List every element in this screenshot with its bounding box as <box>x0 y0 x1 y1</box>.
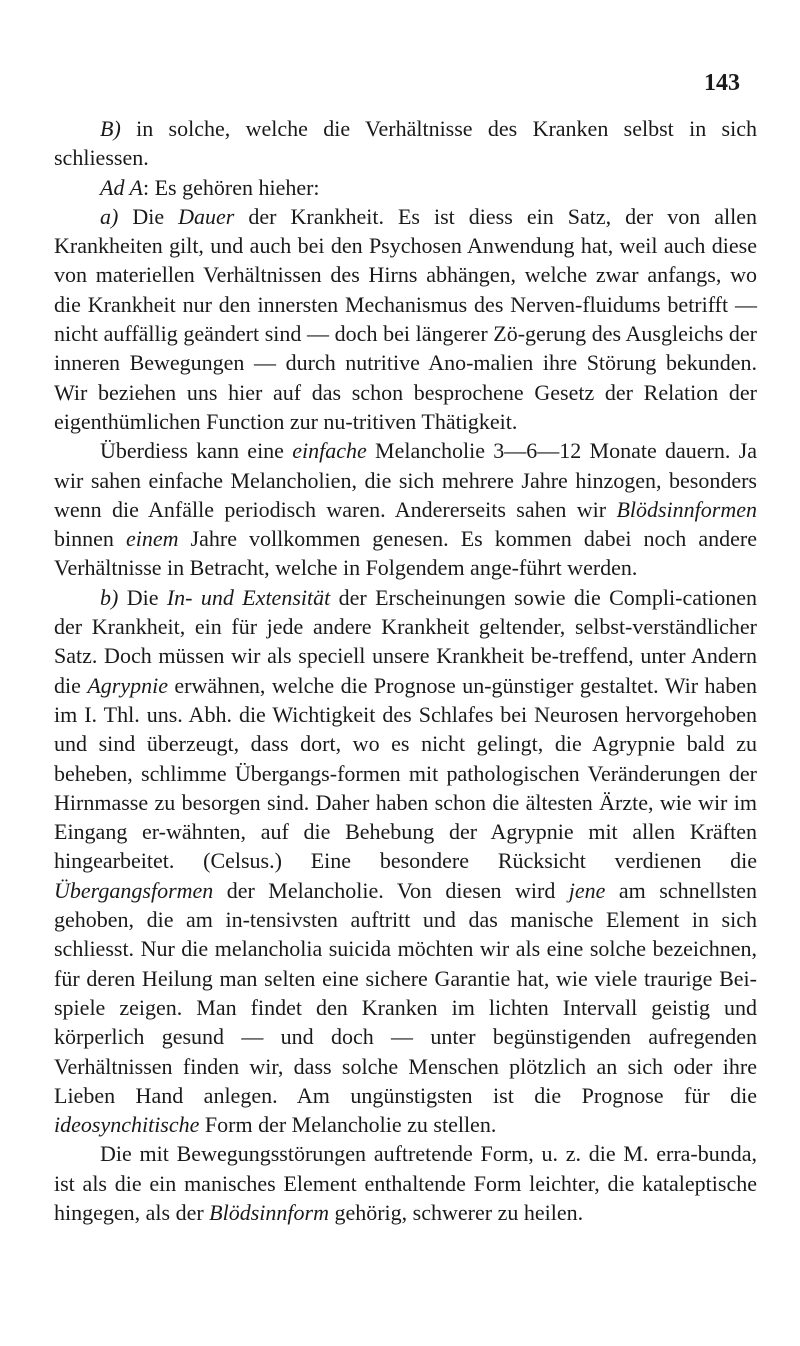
italic-run: einem <box>125 526 179 552</box>
text-run: : Es gehören hieher: <box>142 174 320 200</box>
text-run: in solche, welche die Verhältnisse des Kranken selbst in sich schliessen. <box>54 116 757 171</box>
italic-run: B) <box>100 116 121 141</box>
text-run: der Erscheinungen sowie die Compli-cationen der Krankheit, ein für jede andere Krankheit geltender, selbst-verständlicher Satz. Doch müssen wir als speciell unsere Krankheit be-treffend, unter Andern die <box>54 584 757 698</box>
text-run: Die <box>118 584 167 610</box>
body-text <box>54 114 757 1227</box>
text-run: Überdiess kann eine <box>100 438 293 464</box>
text-run: der Melancholie. Von diesen wird <box>213 877 569 903</box>
paragraph-ueberdiess <box>54 436 757 582</box>
text-run: Die <box>118 203 179 229</box>
italic-run: Dauer <box>178 203 235 229</box>
text-run: der Krankheit. Es ist diess ein Satz, der von allen Krankheiten gilt, und auch bei den Psychosen Anwendung hat, weil auch diese von materiellen Verhältnissen des Hirns abhängen, welche zwar anfangs, wo die Krankheit nur den innersten Mechanismus des Nerven-fluidums betrifft — nicht auffällig geändert sind — doch bei längerer Zö-gerung des Ausgleichs der inneren Bewegungen — durch nutritive Ano-malien ihre Störung bekunden. Wir beziehen uns hier auf das schon besprochene Gesetz der Relation der eigenthümlichen Function zur nu-tritiven Thätigkeit. <box>54 203 757 434</box>
text-run: Jahre vollkommen genesen. Es kommen dabei noch andere Verhältnisse in Betracht, welche in Folgendem ange-führt werden. <box>54 526 757 581</box>
text-run: am schnellsten gehoben, die am in-tensivsten auftritt und das manische Element in sich schliesst. Nur die melancholia suicida möchten wir als eine solche bezeichnen, für deren Heilung man selten eine sichere Garantie hat, wie viele traurige Bei-spiele zeigen. Man findet den Kranken im lichten Intervall geistig und körperlich gesund — und doch — unter begünstigenden aufregenden Verhältnissen finden wir, dass solche Menschen plötzlich an sich oder ihre Lieben Hand anlegen. Am ungünstigsten ist die Prognose für die <box>54 877 758 1108</box>
text-run: binnen <box>54 526 126 552</box>
italic-run: jene <box>568 877 606 903</box>
text-run: erwähnen, welche die Prognose un-günstiger gestaltet. Wir haben im I. Thl. uns. Abh. die Wichtigkeit des Schlafes bei Neurosen hervorgehoben und sind überzeugt, dass dort, wo es nicht gelingt, die Agrypnie bald zu beheben, schlimme Übergangs-formen mit pathologischen Veränderungen der Hirnmasse zu besorgen sind. Daher haben schon die ältesten Ärzte, wie wir im Eingang er-wähnten, auf die Behebung der Agrypnie mit allen Kräften hingearbeitet. (Celsus.) Eine besondere Rücksicht verdienen die <box>54 672 757 874</box>
italic-run: Übergangsformen <box>54 877 214 903</box>
text-run: Melancholie 3—6—12 Monate dauern. Ja wir sahen einfache Melancholien, die sich mehrere Jahre hinzogen, besonders wenn die Anfälle periodisch waren. Andererseits sahen wir <box>54 438 758 522</box>
italic-run: In- und Extensität <box>166 584 331 610</box>
italic-run: a) <box>100 203 119 229</box>
italic-run: Ad A <box>100 174 143 200</box>
italic-run: Blödsinnformen <box>616 496 757 522</box>
paragraph-bewegung <box>54 1139 757 1227</box>
text-run: Form der Melancholie zu stellen. <box>199 1112 497 1138</box>
paragraph-b-intensitaet <box>54 583 757 1140</box>
italic-run: Blödsinnform <box>209 1199 329 1225</box>
text-run: gehörig, schwerer zu heilen. <box>328 1199 584 1225</box>
text-run: Die mit Bewegungsstörungen auftretende Form, u. z. die M. erra-bunda, ist als die ein manisches Element enthaltende Form leichter, die kataleptische hingegen, als der <box>54 1141 757 1225</box>
italic-run: b) <box>100 584 119 610</box>
italic-run: Agrypnie <box>87 672 168 698</box>
paragraph-a-dauer <box>54 202 757 436</box>
paragraph-ad-a <box>54 173 757 202</box>
page-number: 143 <box>704 70 740 96</box>
italic-run: einfache <box>292 438 367 464</box>
italic-run: ideosynchitische <box>54 1112 200 1138</box>
paragraph-b-heading <box>54 114 757 173</box>
